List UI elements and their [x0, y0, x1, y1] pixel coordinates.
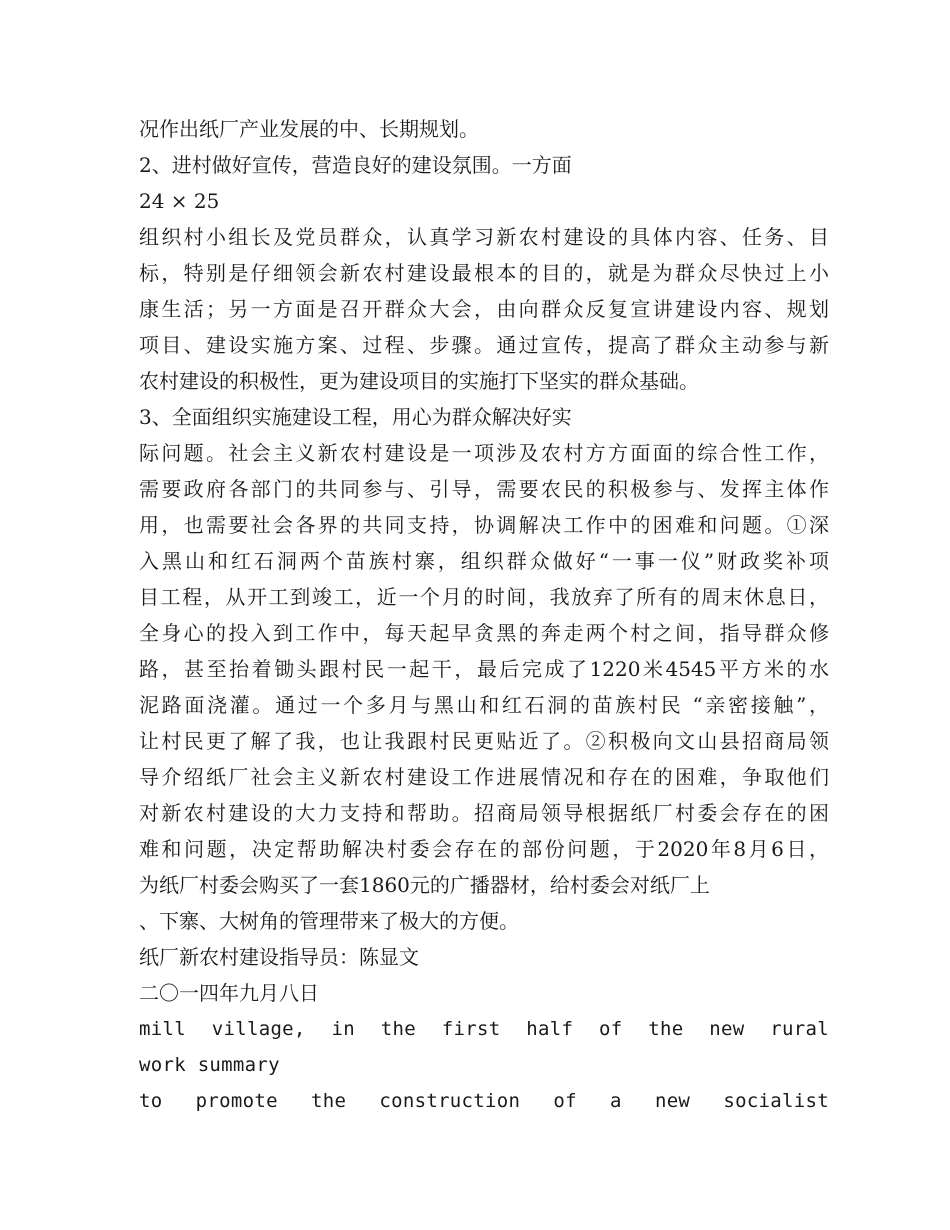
text-line-english: work summary: [139, 1054, 280, 1076]
text-line: 目工程，从开工到竣工，近一个月的时间，我放弃了所有的周末休息日，: [139, 585, 829, 609]
text-line: 泥路面浇灌。通过一个多月与黑山和红石洞的苗族村民 “亲密接触”，: [139, 693, 829, 717]
text-line: 、下寨、大树角的管理带来了极大的方便。: [139, 909, 519, 933]
text-line: 项目、建设实施方案、过程、步骤。通过宣传，提高了群众主动参与新: [139, 333, 829, 357]
text-line: 路，甚至抬着锄头跟村民一起干，最后完成了1220米4545平方米的水: [139, 657, 829, 681]
text-line: 需要政府各部门的共同参与、引导，需要农民的积极参与、发挥主体作: [139, 477, 829, 501]
text-line: 对新农村建设的大力支持和帮助。招商局领导根据纸厂村委会存在的困: [139, 801, 829, 825]
text-line: 际问题。社会主义新农村建设是一项涉及农村方方面面的综合性工作，: [139, 441, 829, 465]
document-date: 二〇一四年九月八日: [139, 981, 319, 1005]
text-line: 农村建设的积极性，更为建设项目的实施打下坚实的群众基础。: [139, 369, 699, 393]
text-line-english: to promote the construction of a new socialist: [139, 1090, 829, 1112]
text-line: 标，特别是仔细领会新农村建设最根本的目的，就是为群众尽快过上小: [139, 261, 829, 285]
section-heading: 3、全面组织实施建设工程，用心为群众解决好实: [139, 405, 572, 429]
text-line: 组织村小组长及党员群众，认真学习新农村建设的具体内容、任务、目: [139, 225, 829, 249]
text-line: 难和问题，决定帮助解决村委会存在的部份问题，于2020年8月6日，: [139, 837, 829, 861]
text-line: 用，也需要社会各界的共同支持，协调解决工作中的困难和问题。①深: [139, 513, 829, 537]
text-line: 让村民更了解了我，也让我跟村民更贴近了。②积极向文山县招商局领: [139, 729, 829, 753]
text-line: 入黑山和红石洞两个苗族村寨，组织群众做好“一事一仪”财政奖补项: [139, 549, 829, 573]
document-body: [139, 111, 829, 1119]
text-line: 为纸厂村委会购买了一套1860元的广播器材，给村委会对纸厂上: [139, 873, 710, 897]
text-line: 全身心的投入到工作中，每天起早贪黑的奔走两个村之间，指导群众修: [139, 621, 829, 645]
author-signature: 纸厂新农村建设指导员：陈显文: [139, 945, 419, 969]
section-heading: 2、进村做好宣传，营造良好的建设氛围。一方面: [139, 153, 572, 177]
text-line: 康生活；另一方面是召开群众大会，由向群众反复宣讲建设内容、规划: [139, 297, 829, 321]
text-line: 24 × 25: [139, 189, 220, 213]
text-line: 况作出纸厂产业发展的中、长期规划。: [139, 117, 479, 141]
text-line: 导介绍纸厂社会主义新农村建设工作进展情况和存在的困难，争取他们: [139, 765, 829, 789]
text-line-english: mill village, in the first half of the new rural: [139, 1018, 829, 1040]
